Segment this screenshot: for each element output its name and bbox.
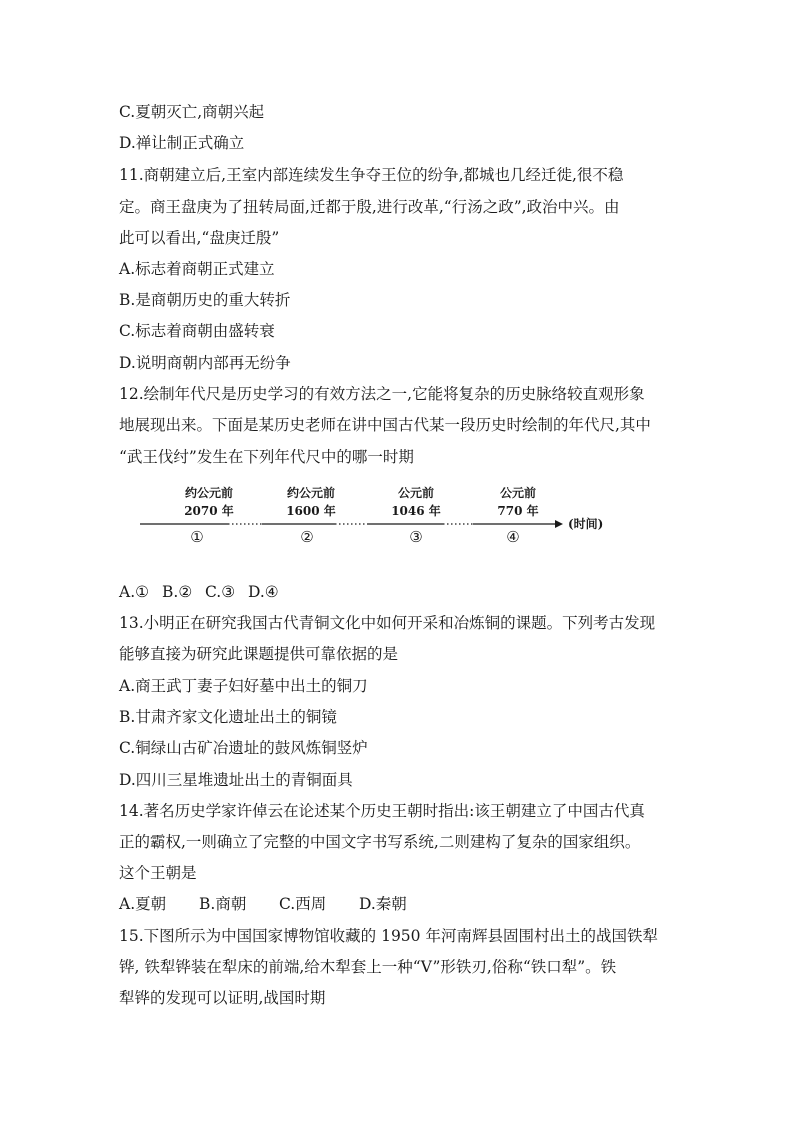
q15-stem-line-1: 15.下图所示为中国国家博物馆收藏的 1950 年河南辉县固围村出土的战国铁犁 (119, 927, 658, 945)
mark-3-number: ③ (409, 528, 423, 546)
q12-stem-line-1: 12.绘制年代尺是历史学习的有效方法之一,它能将复杂的历史脉络较直观形象 (119, 385, 645, 403)
q14-option-c: C.西周 (279, 895, 327, 913)
q12-option-b: B.② (162, 583, 193, 601)
timeline-svg (135, 480, 645, 560)
q15-stem-line-3: 犁铧的发现可以证明,战国时期 (119, 989, 326, 1007)
mark-1-bottom: 2070 年 (184, 504, 234, 518)
mark-4-top: 公元前 (499, 486, 537, 500)
axis-arrow (555, 520, 563, 528)
mark-1-top: 约公元前 (184, 486, 234, 500)
q10-option-c: C.夏朝灭亡,商朝兴起 (119, 103, 265, 121)
q13-option-d: D.四川三星堆遗址出土的青铜面具 (119, 771, 353, 789)
mark-4-number: ④ (506, 528, 520, 546)
axis-label: (时间) (568, 517, 604, 531)
timeline-figure (135, 480, 645, 560)
q12-option-d: D.④ (248, 583, 279, 601)
q14-option-d: D.秦朝 (359, 895, 407, 913)
q13-option-c: C.铜绿山古矿冶遗址的鼓风炼铜竖炉 (119, 739, 368, 757)
q12-stem-line-2: 地展现出来。下面是某历史老师在讲中国古代某一段历史时绘制的年代尺,其中 (119, 416, 651, 434)
mark-2-number: ② (300, 528, 314, 546)
q11-stem-line-2: 定。商王盘庚为了扭转局面,迁都于殷,进行改革,“行汤之政”,政治中兴。由 (119, 198, 620, 216)
q15-stem-line-2: 铧, 铁犁铧装在犁床的前端,给木犁套上一种“V”形铁刃,俗称“铁口犁”。铁 (119, 958, 617, 976)
q11-stem-line-3: 此可以看出,“盘庚迁殷” (119, 229, 280, 247)
q12-option-a: A.① (119, 583, 150, 601)
mark-4-bottom: 770 年 (497, 504, 539, 518)
q11-option-a: A.标志着商朝正式建立 (119, 260, 275, 278)
q11-stem-line-1: 11.商朝建立后,王室内部连续发生争夺王位的纷争,都城也几经迁徙,很不稳 (119, 166, 624, 184)
q11-option-d: D.说明商朝内部再无纷争 (119, 354, 291, 372)
q12-stem-line-3: “武王伐纣”发生在下列年代尺中的哪一时期 (119, 448, 414, 466)
q14-options (119, 894, 407, 914)
mark-1-number: ① (190, 528, 204, 546)
q13-stem-line-2: 能够直接为研究此课题提供可靠依据的是 (119, 645, 399, 663)
q11-option-b: B.是商朝历史的重大转折 (119, 291, 291, 309)
q11-option-c: C.标志着商朝由盛转衰 (119, 322, 275, 340)
q12-options (119, 582, 279, 602)
mark-2-bottom: 1600 年 (286, 504, 336, 518)
mark-2-top: 约公元前 (286, 486, 336, 500)
q13-stem-line-1: 13.小明正在研究我国古代青铜文化中如何开采和冶炼铜的课题。下列考古发现 (119, 614, 656, 632)
mark-3-top: 公元前 (397, 486, 435, 500)
mark-3-bottom: 1046 年 (391, 504, 441, 518)
q13-option-b: B.甘肃齐家文化遗址出土的铜镜 (119, 708, 337, 726)
q14-option-a: A.夏朝 (119, 895, 167, 913)
q14-option-b: B.商朝 (199, 895, 247, 913)
q12-option-c: C.③ (205, 583, 236, 601)
q14-stem-line-1: 14.著名历史学家许倬云在论述某个历史王朝时指出:该王朝建立了中国古代真 (119, 802, 645, 820)
q14-stem-line-3: 这个王朝是 (119, 864, 197, 882)
q10-option-d: D.禅让制正式确立 (119, 134, 245, 152)
q13-option-a: A.商王武丁妻子妇好墓中出土的铜刀 (119, 677, 368, 695)
q14-stem-line-2: 正的霸权,一则确立了完整的中国文字书写系统,二则建构了复杂的国家组织。 (119, 833, 641, 851)
